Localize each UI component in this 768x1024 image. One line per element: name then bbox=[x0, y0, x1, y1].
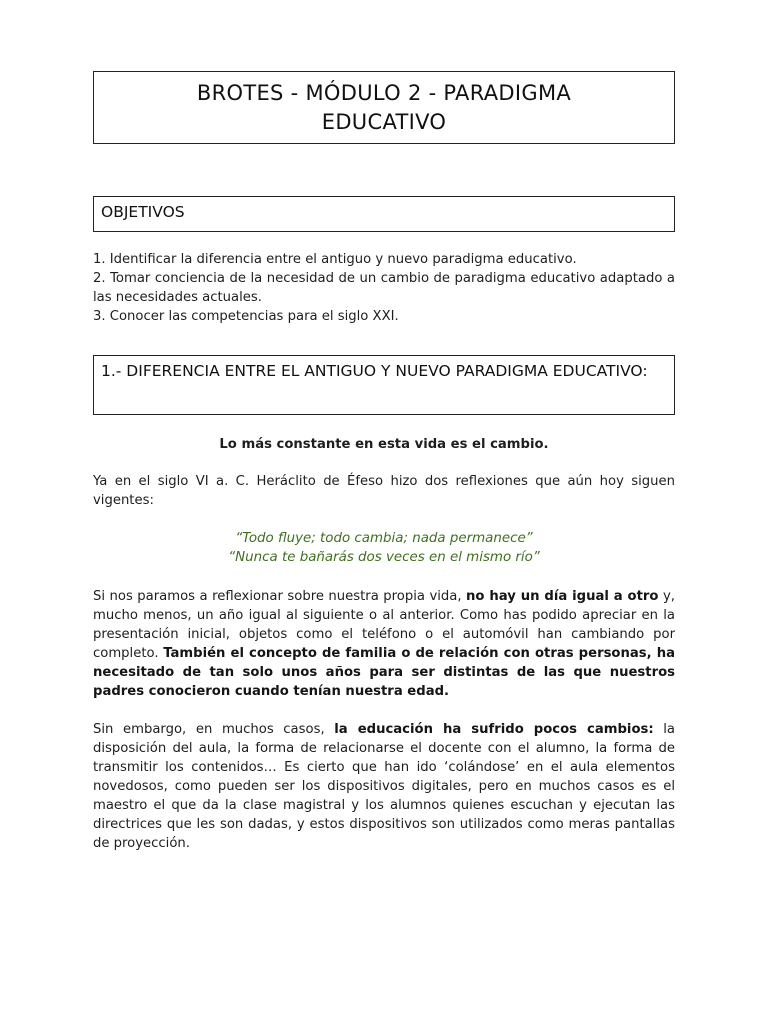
objective-item: 3. Conocer las competencias para el siglo XXI. bbox=[93, 309, 399, 324]
section-1-heading-box bbox=[93, 355, 675, 415]
objectives-heading-box bbox=[93, 196, 675, 232]
objective-item: 1. Identificar la diferencia entre el antiguo y nuevo paradigma educativo. bbox=[93, 252, 577, 267]
paragraph-text: Sin embargo, en muchos casos, bbox=[93, 722, 335, 737]
lead-sentence: Lo más constante en esta vida es el cambio. bbox=[219, 437, 549, 452]
quotes-block bbox=[93, 529, 675, 567]
paragraph-text: la disposición del aula, la forma de relacionarse el docente con el alumno, la forma de transmitir los contenidos… Es cierto que han ido ‘colándose’ en el aula elementos novedosos, como pueden ser los dispositivos digitales, pero en muchos casos es el maestro el que da la clase magistral y los alumnos quienes escuchan y ejecutan las directrices que les son dadas, y estos dispositivos son utilizados como meras pantallas de proyección. bbox=[93, 722, 675, 851]
paragraph-bold-text: no hay un día igual a otro bbox=[466, 589, 659, 604]
paragraph-text: Si nos paramos a reflexionar sobre nuestra propia vida, bbox=[93, 589, 467, 604]
paragraph-bold-text: También el concepto de familia o de relación con otras personas, ha necesitado de tan solo unos años para ser distintas de las que nuestros padres conocieron cuando tenían nuestra edad. bbox=[93, 646, 675, 699]
paragraph-education-changes bbox=[93, 720, 675, 853]
document-title-box bbox=[93, 71, 675, 144]
objectives-heading: OBJETIVOS bbox=[101, 203, 185, 221]
document-title-line-2: EDUCATIVO bbox=[321, 109, 447, 134]
paragraph-bold-text: la educación ha sufrido pocos cambios: bbox=[334, 722, 654, 737]
quote-heraclitus-1: “Todo fluye; todo cambia; nada permanece” bbox=[235, 531, 533, 546]
paragraph-text: y, mucho menos, un año igual al siguiente o al anterior. Como has podido apreciar en la presentación inicial, objetos como el teléfono o el automóvil han cambiando por completo. bbox=[93, 589, 675, 661]
document-page bbox=[93, 71, 675, 853]
intro-paragraph: Ya en el siglo VI a. C. Heráclito de Éfeso hizo dos reflexiones que aún hoy siguen vigentes: bbox=[93, 474, 675, 508]
section-1-heading: 1.- DIFERENCIA ENTRE EL ANTIGUO Y NUEVO PARADIGMA EDUCATIVO: bbox=[101, 362, 648, 380]
paragraph-change-in-life bbox=[93, 587, 675, 701]
objective-item: 2. Tomar conciencia de la necesidad de un cambio de paradigma educativo adaptado a las necesidades actuales. bbox=[93, 271, 675, 305]
quote-heraclitus-2: “Nunca te bañarás dos veces en el mismo río” bbox=[228, 550, 540, 565]
document-title-line-1: BROTES - MÓDULO 2 - PARADIGMA bbox=[196, 80, 572, 105]
objectives-list bbox=[93, 250, 675, 326]
